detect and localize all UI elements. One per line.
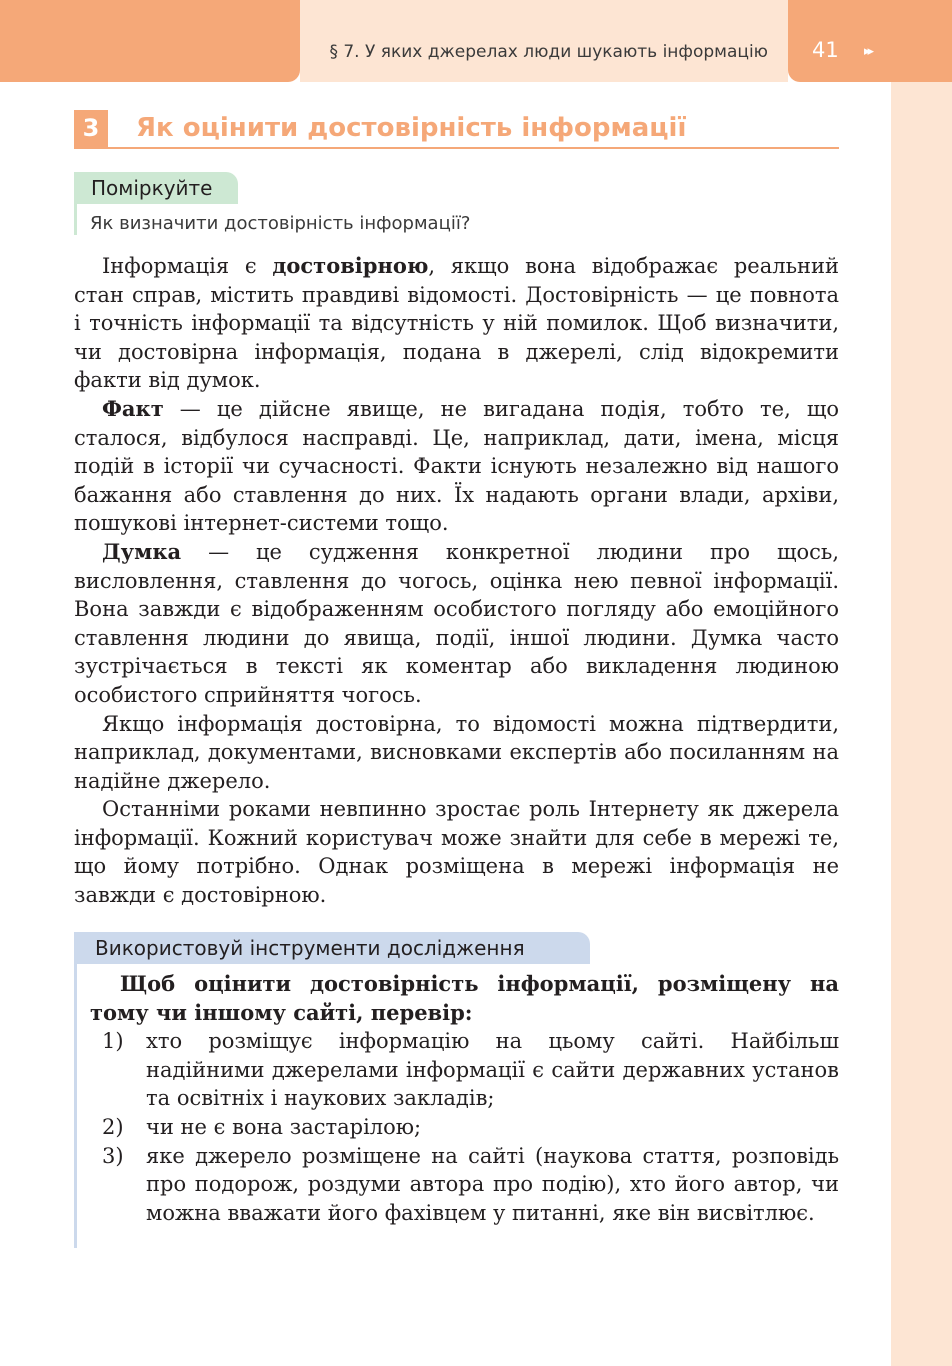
running-header-title: § 7. У яких джерелах люди шукають інформацію (329, 42, 768, 62)
think-box-label (74, 172, 238, 204)
page-number-tab (788, 0, 952, 82)
tools-box-side-bar (74, 964, 77, 1248)
paragraph-confirm: Якщо інформація достовірна, то відомості можна підтвердити, наприклад, документами, висновками експертів або посиланням на надійне джерело. (74, 711, 839, 793)
section-heading (74, 110, 839, 149)
tools-box-label (74, 932, 590, 964)
tools-label-text: Використовуй інструменти дослідження (95, 936, 525, 960)
tools-intro: Щоб оцінити достовірність інформації, розміщену на тому чи іншому сайті, перевір: (90, 971, 839, 1025)
list-item: 2) чи не є вона застарілою; (102, 1114, 422, 1139)
paragraph-opinion: Думка — це судження конкретної людини про щось, висловлення, ставлення до чогось, оцінка нею певної інформації. Вона завжди є відображенням особистого погляду або емоційного ставлення людини до явища, події, іншої людини. Думка часто зустрічається в тексті як коментар або викладення людиною особистого сприйняття чогось. (74, 538, 839, 707)
list-item: 3) яке джерело розміщене на сайті (наукова стаття, розповідь про подорож, роздуми автора про подію), хто його автор, чи можна вважати його фахівцем у питанні, яке він висвітлює. (102, 1143, 839, 1225)
list-item: 1) хто розміщує інформацію на цьому сайті. Найбільш надійними джерелами інформації є сайти державних установ та освітніх і наукових закладів; (102, 1029, 839, 1111)
term-reliable: достовірною (272, 253, 429, 278)
paragraph-fact: Факт — це дійсне явище, не вигадана подія, тобто те, що сталося, відбулося насправді. Це, наприклад, дати, імена, місця подій в історії чи сучасності. Факти існують незалежно від нашого бажання або ставлення до них. Їх надають органи влади, архіви, пошукові інтернет-системи тощо. (74, 395, 839, 536)
next-arrows-icon: ▸▸ (864, 44, 872, 59)
header-color-bar (0, 0, 300, 82)
main-text (74, 252, 839, 910)
tools-box-content (90, 970, 839, 1227)
check-list (90, 1027, 839, 1227)
think-question: Як визначити достовірність інформації? (90, 213, 471, 234)
term-opinion: Думка (102, 538, 182, 564)
section-number-badge: 3 (74, 110, 108, 147)
section-title: Як оцінити достовірність інформації (136, 113, 687, 143)
think-box-side-bar (74, 204, 77, 235)
term-fact: Факт (102, 395, 164, 421)
page-header (300, 0, 788, 82)
think-label-text: Поміркуйте (91, 176, 213, 200)
paragraph-internet: Останніми роками невпинно зростає роль Інтернету як джерела інформації. Кожний користувач може знайти для себе в мережі те, що йому потрібно. Однак розміщена в мережі інформація не завжди є достовірною. (74, 797, 839, 908)
page-number: 41 (812, 38, 839, 62)
side-margin-strip (891, 82, 952, 1366)
paragraph-reliable: Інформація є достовірною, якщо вона відображає реальний стан справ, містить правдиві відомості. Достовірність — це повнота і точність інформації та відсутність у ній помилок. Щоб визначити, чи достовірна інформація, подана в джерелі, слід відокремити факти від думок. (74, 253, 840, 393)
